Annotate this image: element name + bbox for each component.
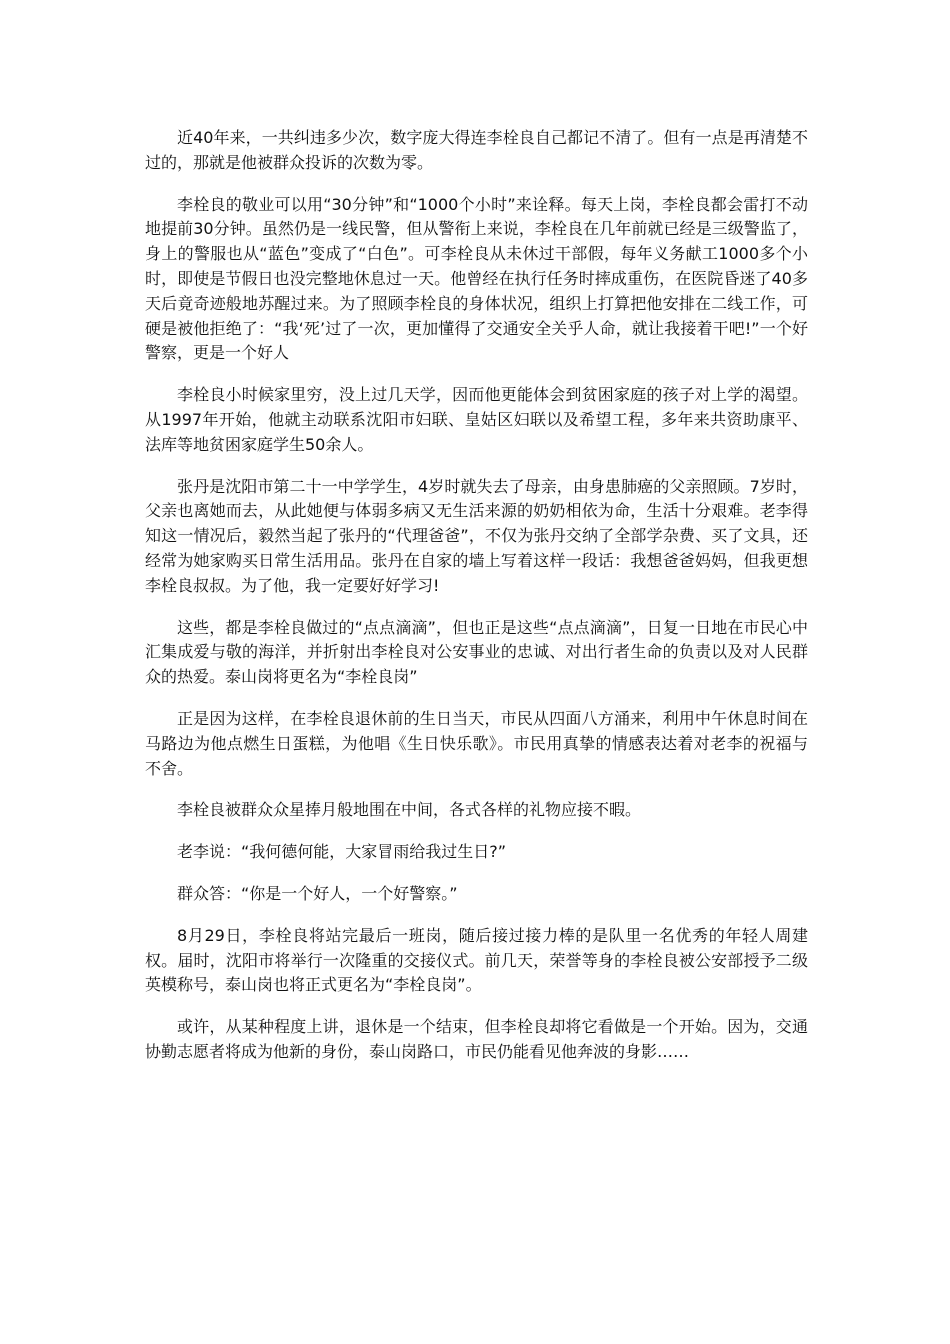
paragraph-10: 8月29日，李栓良将站完最后一班岗，随后接过接力棒的是队里一名优秀的年轻人周建权。届时，沈阳市将举行一次隆重的交接仪式。前几天，荣誉等身的李栓良被公安部授予二级英模称号，泰山岗也将正式更名为“李栓良岗”。 [145,925,808,995]
paragraph-9: 群众答：“你是一个好人，一个好警察。” [177,883,458,903]
paragraph-8: 老李说：“我何德何能，大家冒雨给我过生日?” [177,842,507,862]
paragraph-4: 张丹是沈阳市第二十一中学学生，4岁时就失去了母亲，由身患肺癌的父亲照顾。7岁时，父亲也离她而去，从此她便与体弱多病又无生活来源的奶奶相依为命，生活十分艰难。老李得知这一情况后，毅然当起了张丹的“代理爸爸”，不仅为张丹交纳了全部学杂费、买了文具，还经常为她家购买日常生活用品。张丹在自家的墙上写着这样一段话：我想爸爸妈妈，但我更想李栓良叔叔。为了他，我一定要好好学习! [145,476,808,595]
paragraph-6: 正是因为这样，在李栓良退休前的生日当天，市民从四面八方涌来，利用中午休息时间在马路边为他点燃生日蛋糕，为他唱《生日快乐歌》。市民用真挚的情感表达着对老李的祝福与不舍。 [145,708,808,778]
paragraph-7: 李栓良被群众众星捧月般地围在中间，各式各样的礼物应接不暇。 [177,800,642,820]
document-body [145,126,808,1082]
paragraph-3: 李栓良小时候家里穷，没上过几天学，因而他更能体会到贫困家庭的孩子对上学的渴望。从1997年开始，他就主动联系沈阳市妇联、皇姑区妇联以及希望工程，多年来共资助康平、法库等地贫困家庭学生50余人。 [145,385,808,454]
paragraph-2: 李栓良的敬业可以用“30分钟”和“1000个小时”来诠释。每天上岗，李栓良都会雷打不动地提前30分钟。虽然仍是一线民警，但从警衔上来说，李栓良在几年前就已经是三级警监了，身上的警服也从“蓝色”变成了“白色”。可李栓良从未休过干部假，每年义务献工1000多个小时，即使是节假日也没完整地休息过一天。他曾经在执行任务时摔成重伤，在医院昏迷了40多天后竟奇迹般地苏醒过来。为了照顾李栓良的身体状况，组织上打算把他安排在二线工作，可硬是被他拒绝了：“我‘死’过了一次，更加懂得了交通安全关乎人命，就让我接着干吧!”一个好警察，更是一个好人 [145,194,808,363]
paragraph-11: 或许，从某种程度上讲，退休是一个结束，但李栓良却将它看做是一个开始。因为，交通协勤志愿者将成为他新的身份，泰山岗路口，市民仍能看见他奔波的身影…… [145,1017,808,1061]
paragraph-1: 近40年来，一共纠违多少次，数字庞大得连李栓良自己都记不清了。但有一点是再清楚不过的，那就是他被群众投诉的次数为零。 [145,128,808,172]
paragraph-5: 这些，都是李栓良做过的“点点滴滴”，但也正是这些“点点滴滴”，日复一日地在市民心中汇集成爱与敬的海洋，并折射出李栓良对公安事业的忠诚、对出行者生命的负责以及对人民群众的热爱。泰山岗将更名为“李栓良岗” [145,617,808,687]
